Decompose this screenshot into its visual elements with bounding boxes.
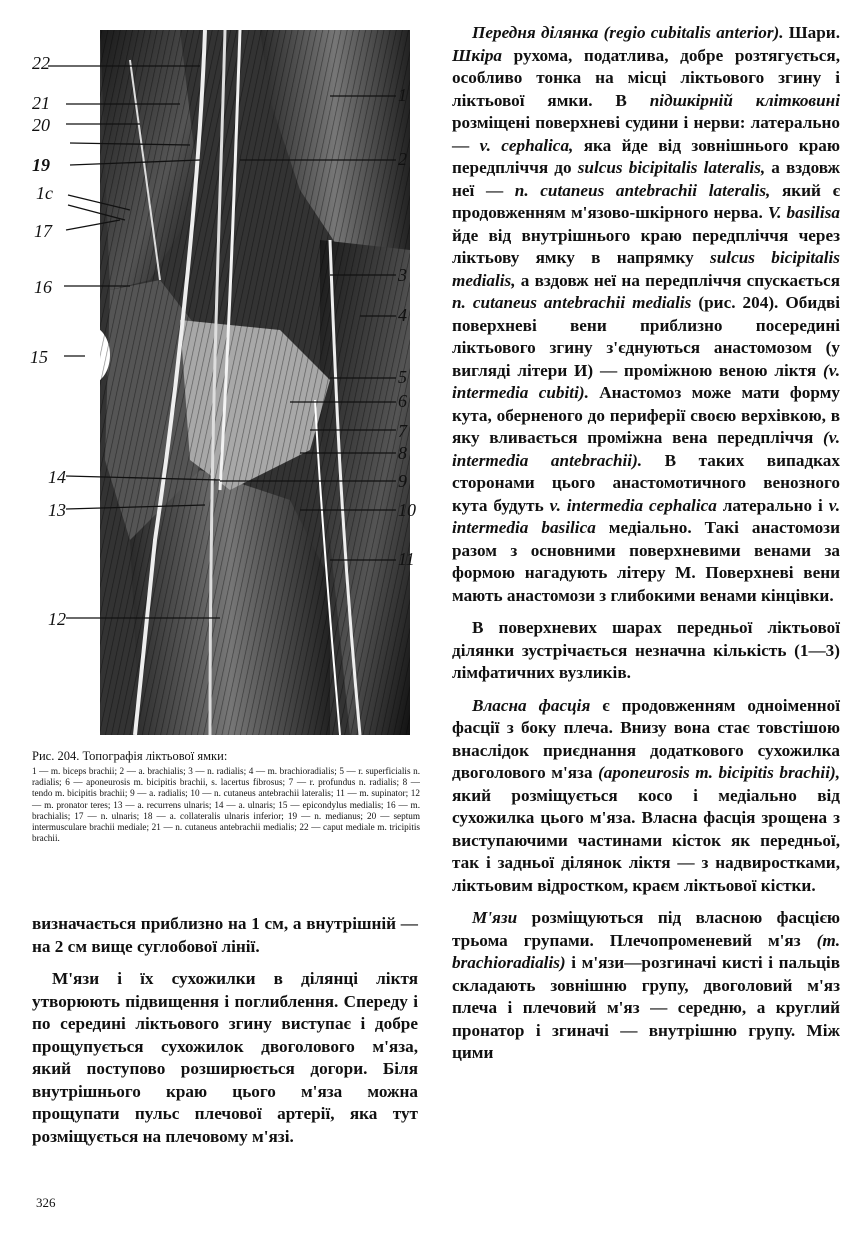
figure-label-5: 5	[398, 367, 407, 387]
text-run: яка йде від зовнішнього краю передпліччя до	[452, 135, 840, 177]
figure-label-21: 21	[32, 93, 50, 113]
term: sulcus bicipitalis lateralis,	[577, 158, 766, 177]
figure-label-17: 17	[34, 221, 52, 241]
term: n. cutaneus antebrachii lateralis,	[514, 180, 771, 200]
right-column-text	[452, 22, 840, 1065]
term: v. intermedia cephalica	[549, 495, 717, 515]
figure-label-6: 6	[398, 391, 407, 411]
left-paragraph-1: визначається приблизно на 1 см, а внутрішній — на 2 см вище суглобової лінії.	[32, 914, 418, 956]
right-paragraph-4	[452, 907, 840, 1065]
figure-label-9: 9	[398, 471, 407, 491]
figure-label-12: 12	[48, 609, 66, 629]
term: (m. brachioradialis)	[452, 930, 840, 972]
figure-label-13: 13	[48, 500, 66, 520]
text-run: розміщені поверхневі судини і нерви: латерально —	[452, 113, 840, 155]
text-run: є продовженням одноіменної фасції з боку плеча. Внизу вона стає товстішою внаслідок приєднання додаткового сухожилка двоголового м'яза	[452, 695, 840, 782]
text-run: який розміщується косо і медіально від сухожилка цього м'яза. Власна фасція зрощена з виступаючими частинами кісток як передньої, так і задньої ділянок ліктя — з надвиростками, ліктьовим відростком, краєм ліктьової кістки.	[452, 785, 840, 895]
text-run: йде від внутрішнього краю передпліччя через ліктьову ямку в напрямку	[452, 225, 840, 267]
text-run: Анастомоз може мати форму кута, оберненого до периферії своєю верхівкою, в яку вливається проміжна вена передпліччя	[452, 383, 840, 447]
figure-label-8: 8	[398, 443, 407, 463]
figure-label-22: 22	[32, 53, 50, 73]
text-run: В таких випадках сторонами цього анастомотичного венозного кута будуть	[452, 450, 840, 515]
caption-title: Рис. 204. Топографія ліктьової ямки:	[32, 749, 228, 763]
term: v. cephalica,	[479, 135, 574, 155]
figure-label-16: 16	[34, 277, 52, 297]
term: v. intermedia basilica	[452, 495, 840, 537]
text-run: латерально і	[716, 495, 829, 515]
term: М'язи	[472, 908, 518, 927]
right-paragraph-2: В поверхневих шарах передньої ліктьової ділянки зустрічається незначна кількість (1—3) лімфатичних вузликів.	[452, 618, 840, 682]
section-heading: Передня ділянка (regio cubitalis anterior).	[472, 23, 784, 42]
text-run: Шари.	[783, 23, 840, 42]
text-run: а вздовж неї на передпліччя спускається	[515, 270, 840, 290]
figure-label-18: 1c	[36, 183, 53, 203]
term: (aponeurosis m. bicipitis brachii),	[598, 763, 840, 782]
figure-label-7: 7	[398, 421, 407, 441]
figure-label-20: 20	[32, 115, 50, 135]
left-paragraph-2: М'язи і їх сухожилки в ділянці ліктя утворюють підвищення і поглиблення. Спереду і по середині ліктьового згину виступає і добре прощупується сухожилок двоголового м'яза, який поступово розширюється догори. Біля внутрішнього краю цього м'яза можна прощупати пульс плечової артерії, яка тут розміщується на плечовому м'язі.	[32, 969, 418, 1146]
text-run: і м'язи—розгиначі кисті і пальців складають зовнішню групу, двоголовий м'яз плеча і плечовий м'яз — середню, а круглий пронатор і згиначі — внутрішню групу. Між цими	[452, 953, 840, 1062]
text-run: медіально. Такі анастомози разом з основними поверхневими венами за формою нагадують літеру М. Поверхневі вени мають анастомози з глибокими венами кінцівки.	[452, 518, 840, 605]
cubital-fossa-illustration	[30, 20, 430, 740]
text-run: який є продовженням м'язово-шкірного нерва.	[452, 180, 841, 222]
figure-label-14: 14	[48, 467, 66, 487]
figure-label-15: 15	[30, 347, 48, 367]
figure-label-11: 11	[398, 549, 415, 569]
figure-label-4: 4	[398, 305, 407, 325]
term: (v. intermedia cubiti).	[452, 360, 840, 402]
right-paragraph-3	[452, 695, 840, 898]
text-run: рухома, податлива, добре розтягується, особливо тонка на місці ліктьового згину і ліктьової ямки. В	[452, 45, 840, 110]
figure-label-1: 1	[398, 85, 407, 105]
term: підшкірній клітковині	[649, 90, 840, 110]
term: (v. intermedia antebrachii).	[452, 428, 840, 470]
figure-label-10: 10	[398, 500, 416, 520]
left-column-text	[32, 913, 418, 1148]
caption-legend: 1 — m. biceps brachii; 2 — a. brachialis; 3 — n. radialis; 4 — m. brachioradialis; 5 — r. superficialis n. radialis; 6 — aponeurosis m. bicipitis brachii, s. lacertus fibrosus; 7 — r. profundus n. radialis; 8 — tendo m. bicipitis brachii; 9 — a. radialis; 10 — n. cutaneus antebrachii lateralis; 11 — m. supinator; 12 — m. pronator teres; 13 — a. recurrens ulnaris; 14 — a. ulnaris; 15 — epicondylus medialis; 16 — m. brachialis; 17 — n. ulnaris; 18 — a. collateralis ulnaris iпferior; 19 — n. medianus; 20 — septum intermusculare brachii mediale; 21 — n. cutaneus antebrachii medialis; 22 — caput mediale m. tricipitis brachii.	[32, 766, 420, 844]
term: n. cutaneus antebrachii medialis	[452, 293, 692, 312]
term: Шкіра	[452, 45, 503, 65]
figure-label-2: 2	[398, 149, 407, 169]
figure-label-3: 3	[398, 265, 407, 285]
text-run: (рис. 204). Обидві поверхневі вени приблизно посередині ліктьового згину з'єднуються анастомозом (у вигляді літери И) — проміжною веною ліктя	[452, 293, 840, 380]
right-paragraph-1	[452, 22, 840, 607]
term: sulcus bicipitalis medialis,	[452, 248, 840, 290]
anatomy-figure	[30, 20, 430, 740]
text-run: а вздовж неї —	[452, 158, 840, 200]
text-run: розміщуються під власною фасцією трьома групами. Плечопроменевий м'яз	[452, 908, 840, 950]
page-number: 326	[36, 1195, 56, 1210]
term: V. basilisa	[767, 203, 840, 222]
figure-label-19: 19	[32, 155, 50, 175]
term: Власна фасція	[472, 695, 591, 715]
figure-caption	[32, 748, 420, 844]
